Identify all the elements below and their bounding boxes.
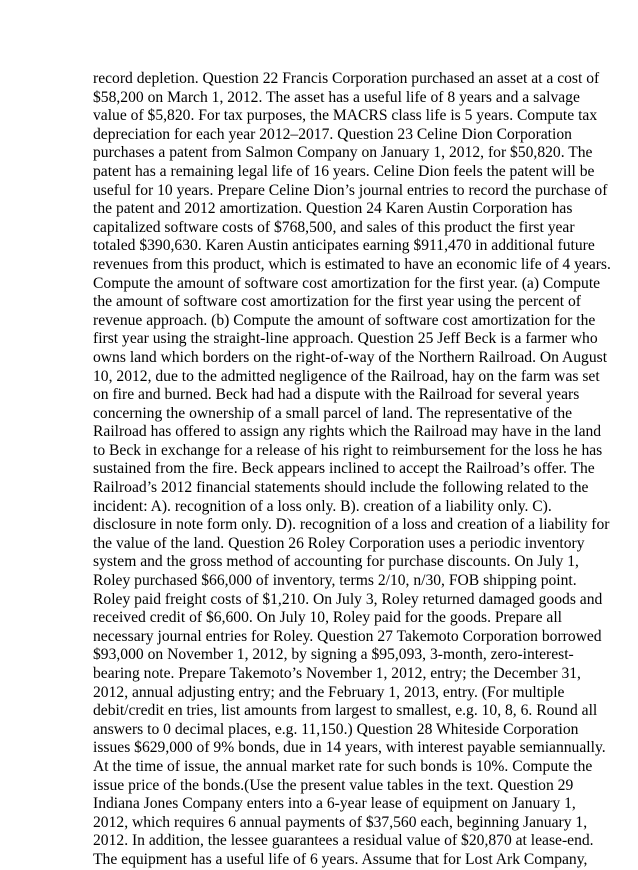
text-line: on fire and burned. Beck had had a dispute with the Railroad for several years [93, 386, 580, 404]
text-line: 2012, which requires 6 annual payments of $37,560 each, beginning January 1, [93, 813, 588, 831]
text-line: value of $5,820. For tax purposes, the MACRS class life is 5 years. Compute tax [93, 107, 598, 125]
text-line: 2012, annual adjusting entry; and the February 1, 2013, entry. (For multiple [93, 683, 565, 701]
text-line: At the time of issue, the annual market rate for such bonds is 10%. Compute the [93, 757, 593, 775]
text-line: $58,200 on March 1, 2012. The asset has a useful life of 8 years and a salvage [93, 88, 580, 106]
text-line: disclosure in note form only. D). recognition of a loss and creation of a liability for [93, 516, 610, 534]
text-line: owns land which borders on the right-of-way of the Northern Railroad. On August [93, 348, 608, 366]
text-line: necessary journal entries for Roley. Question 27 Takemoto Corporation borrowed [93, 627, 602, 645]
text-line: received credit of $6,600. On July 10, Roley paid for the goods. Prepare all [93, 609, 562, 627]
text-line: capitalized software costs of $768,500, and sales of this product the first year [93, 218, 575, 236]
text-line: patent has a remaining legal life of 16 years. Celine Dion feels the patent will be [93, 162, 595, 180]
text-line: answers to 0 decimal places, e.g. 11,150.) Question 28 Whiteside Corporation [93, 720, 579, 738]
text-line: system and the gross method of accounting for purchase discounts. On July 1, [93, 553, 579, 571]
text-line: record depletion. Question 22 Francis Corporation purchased an asset at a cost of [93, 70, 600, 87]
text-line: the amount of software cost amortization for the first year using the percent of [93, 293, 582, 311]
text-line: the patent and 2012 amortization. Question 24 Karen Austin Corporation has [93, 200, 573, 218]
text-line: issue price of the bonds.(Use the present value tables in the text. Question 29 [93, 776, 574, 794]
text-line: bearing note. Prepare Takemoto’s November 1, 2012, entry; the December 31, [93, 665, 581, 682]
text-line: Railroad has offered to assign any rights which the Railroad may have in the land [93, 423, 602, 441]
text-line: 2012. In addition, the lessee guarantees a residual value of $20,870 at lease-end. [93, 832, 594, 850]
text-line: totaled $390,630. Karen Austin anticipates earning $911,470 in additional future [93, 237, 595, 255]
text-line: to Beck in exchange for a release of his right to reimbursement for the loss he has [93, 441, 603, 459]
text-line: first year using the straight-line approach. Question 25 Jeff Beck is a farmer who [93, 330, 598, 348]
text-line: useful for 10 years. Prepare Celine Dion’s journal entries to record the purchase of [93, 181, 608, 199]
text-line: revenue approach. (b) Compute the amount of software cost amortization for the [93, 311, 596, 329]
text-line: Compute the amount of software cost amortization for the first year. (a) Compute [93, 274, 601, 292]
text-line: $93,000 on November 1, 2012, by signing a $95,093, 3-month, zero-interest- [93, 646, 574, 664]
text-line: incident: A). recognition of a loss only. B). creation of a liability only. C). [93, 497, 552, 515]
text-line: Roley purchased $66,000 of inventory, terms 2/10, n/30, FOB shipping point. [93, 572, 577, 590]
text-line: The equipment has a useful life of 6 years. Assume that for Lost Ark Company, [93, 850, 588, 868]
text-line: Roley paid freight costs of $1,210. On July 3, Roley returned damaged goods and [93, 590, 603, 608]
text-line: issues $629,000 of 9% bonds, due in 14 years, with interest payable semiannually. [93, 739, 606, 757]
text-line: Railroad’s 2012 financial statements should include the following related to the [93, 479, 589, 497]
text-line: the value of the land. Question 26 Roley Corporation uses a periodic inventory [93, 534, 585, 552]
text-line: debit/credit en tries, list amounts from largest to smallest, e.g. 10, 8, 6. Round all [93, 702, 598, 720]
text-line: Indiana Jones Company enters into a 6-year lease of equipment on January 1, [93, 795, 576, 813]
text-line: revenues from this product, which is estimated to have an economic life of 4 years. [93, 255, 611, 273]
text-line: sustained from the fire. Beck appears inclined to accept the Railroad’s offer. The [93, 460, 595, 478]
text-line: 10, 2012, due to the admitted negligence of the Railroad, hay on the farm was set [93, 367, 600, 385]
body-text [93, 70, 611, 870]
text-line: purchases a patent from Salmon Company on January 1, 2012, for $50,820. The [93, 144, 593, 162]
text-line: depreciation for each year 2012–2017. Question 23 Celine Dion Corporation [93, 125, 572, 143]
text-line: concerning the ownership of a small parcel of land. The representative of the [93, 404, 573, 422]
